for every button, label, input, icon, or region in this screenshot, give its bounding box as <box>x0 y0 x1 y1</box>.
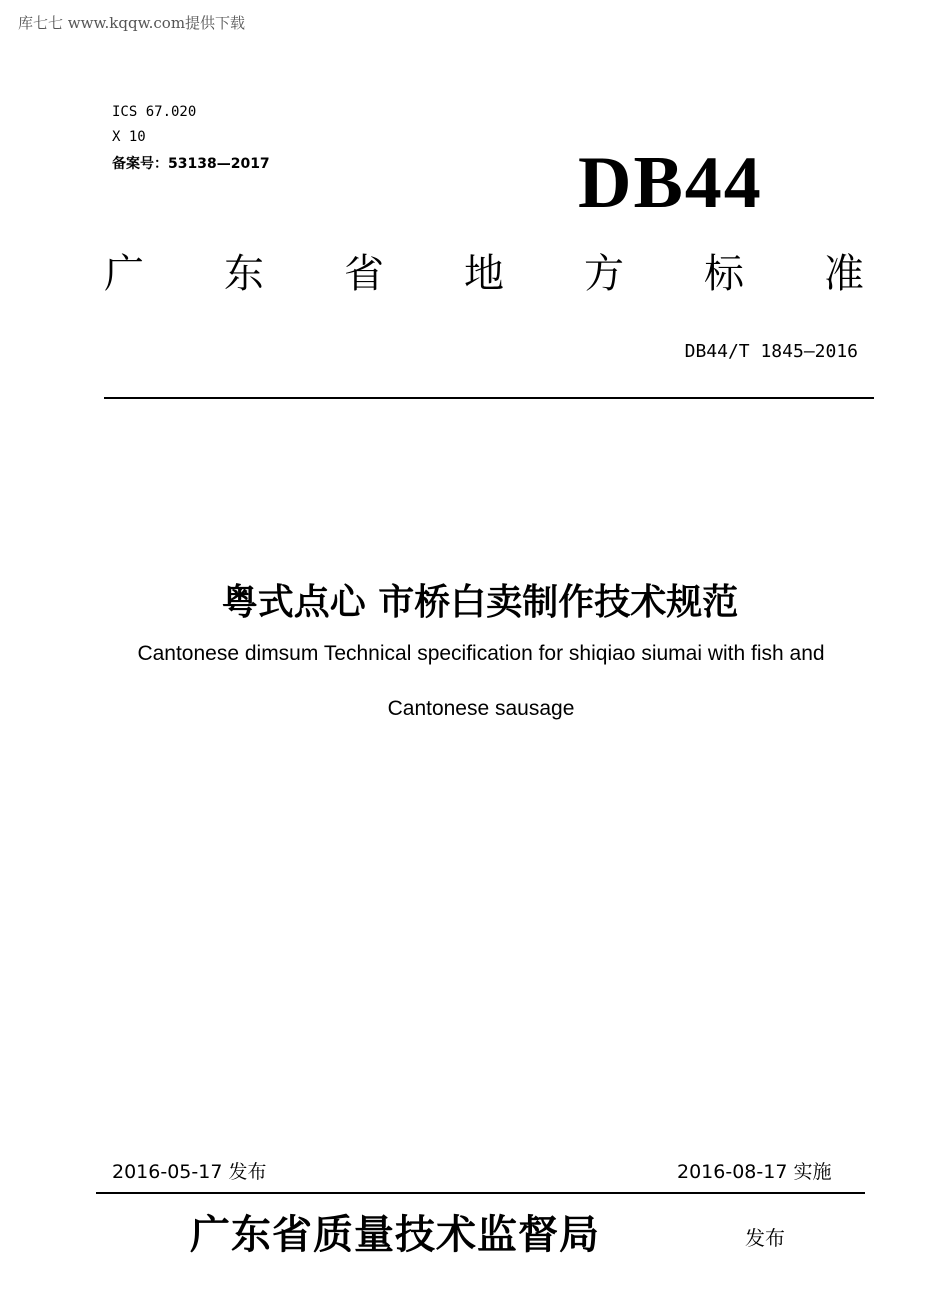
standard-type-char: 东 <box>224 251 264 297</box>
issuer-action: 发布 <box>745 1226 785 1250</box>
ics-code: ICS 67.020 <box>112 104 197 120</box>
issuer-name: 广东省质量技术监督局 <box>190 1211 600 1258</box>
standard-code: DB44 <box>578 142 763 224</box>
filing-number: 备案号：53138—2017 <box>112 156 270 172</box>
standard-type-char: 方 <box>584 251 624 297</box>
standard-number: DB44/T 1845—2016 <box>684 341 858 362</box>
ccs-code: X 10 <box>112 129 146 145</box>
standard-type-char: 标 <box>704 251 744 297</box>
standard-type <box>104 248 864 300</box>
footer-divider <box>96 1192 865 1194</box>
header-divider <box>104 397 874 399</box>
title-chinese: 粤式点心 市桥白卖制作技术规范 <box>221 582 739 623</box>
watermark: 库七七 www.kqqw.com提供下载 <box>18 14 246 32</box>
title-english-line1: Cantonese dimsum Technical specification for shiqiao siumai with fish and <box>137 642 825 665</box>
standard-type-char: 准 <box>824 251 864 297</box>
implementation-date: 2016-08-17 实施 <box>677 1161 832 1183</box>
title-english-line2: Cantonese sausage <box>387 697 575 720</box>
standard-type-char: 广 <box>104 251 144 297</box>
standard-type-char: 地 <box>464 251 504 297</box>
issue-date: 2016-05-17 发布 <box>112 1161 267 1183</box>
standard-type-char: 省 <box>344 251 384 297</box>
